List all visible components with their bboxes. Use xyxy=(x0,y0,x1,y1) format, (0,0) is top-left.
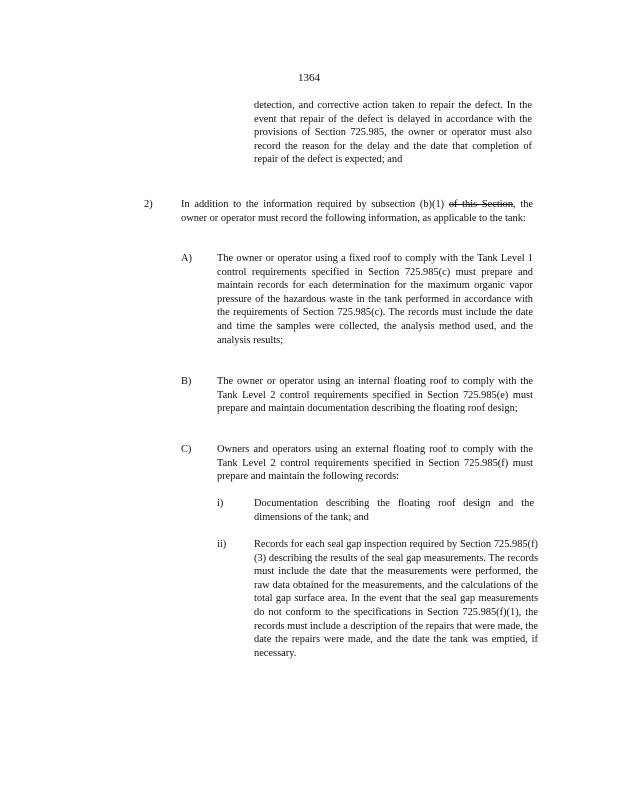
item-2-text-before: In addition to the information required by subsection (b)(1) xyxy=(181,199,449,210)
item-2-paragraph xyxy=(181,198,533,225)
page-number: 1364 xyxy=(298,72,320,84)
item-c-ii-paragraph: Records for each seal gap inspection required by Section 725.985(f)(3) describing the results of the seal gap measurements. The records must include the date that the measurements were performed, the raw data obtained for the measurements, and the calculations of the total gap surface area. In the event that the seal gap measurements do not conform to the specifications in Section 725.985(f)(1), the records must include a description of the repairs that were made, the date the repairs were made, and the date the tank was emptied, if necessary. xyxy=(254,539,538,659)
item-a-marker: A) xyxy=(181,253,192,264)
item-c-i-paragraph: Documentation describing the floating roof design and the dimensions of the tank; and xyxy=(254,498,534,523)
item-2-text-after: , the owner or operator must record the following information, as applicable to the tank: xyxy=(181,199,534,224)
item-c-marker: C) xyxy=(181,444,192,455)
item-a-paragraph: The owner or operator using a fixed roof to comply with the Tank Level 1 control requirements specified in Section 725.985(c) must prepare and maintain records for each determination for the maximum organic vapor pressure of the hazardous waste in the tank performed in accordance with the requirements of Section 725.985(c). The records must include the date and time the samples were collected, the analysis method used, and the analysis results; xyxy=(217,253,533,346)
item-c-ii-marker: ii) xyxy=(217,539,227,550)
item-2-struck-text: of this Section xyxy=(448,199,514,210)
item-2-marker: 2) xyxy=(144,199,153,210)
item-b-marker: B) xyxy=(181,376,192,387)
continuation-paragraph: detection, and corrective action taken to repair the defect. In the event that repair of the defect is delayed in accordance with the provisions of Section 725.985, the owner or operator must also record the reason for the delay and the date that completion of repair of the defect is expected; and xyxy=(254,100,532,166)
item-b-paragraph: The owner or operator using an internal floating roof to comply with the Tank Level 2 control requirements specified in Section 725.985(e) must prepare and maintain documentation describing the floating roof design; xyxy=(217,376,533,415)
item-c-paragraph: Owners and operators using an external floating roof to comply with the Tank Level 2 control requirements specified in Section 725.985(f) must prepare and maintain the following records: xyxy=(217,444,533,483)
item-c-i-marker: i) xyxy=(217,498,224,509)
